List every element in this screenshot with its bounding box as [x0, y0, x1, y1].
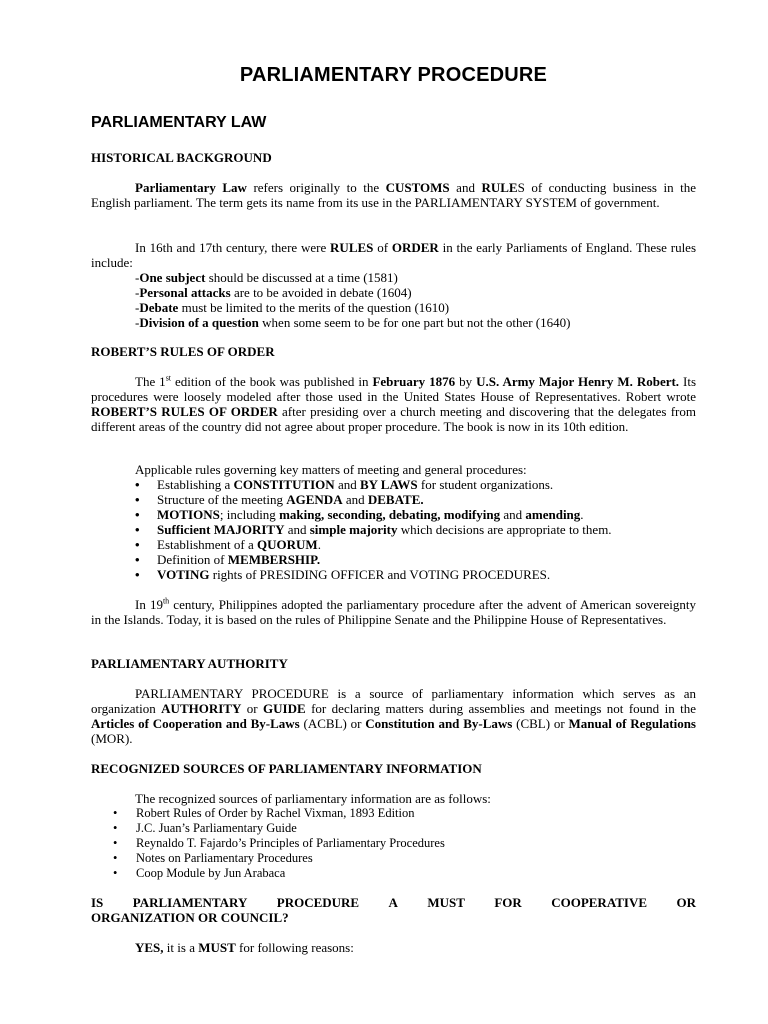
- source-item: • Robert Rules of Order by Rachel Vixman, 1893 Edition: [113, 806, 415, 820]
- question-word: COOPERATIVE: [551, 895, 648, 910]
- bullet-icon: •: [113, 821, 118, 835]
- sources-intro: The recognized sources of parliamentary information are as follows:: [135, 791, 491, 806]
- applicable-rules-intro: Applicable rules governing key matters of meeting and general procedures:: [135, 462, 527, 477]
- early-rule-item: -Debate must be limited to the merits of the question (1610): [135, 300, 450, 315]
- question-word: MUST: [427, 895, 465, 910]
- heading-historical-background: HISTORICAL BACKGROUND: [91, 150, 272, 165]
- bullet-icon: •: [135, 507, 140, 522]
- section-heading-parliamentary-law: PARLIAMENTARY LAW: [91, 114, 267, 131]
- paragraph-roberts-rules-history: The 1st edition of the book was published in February 1876 by U.S. Army Major Henry M. Robert. Its procedures were loosely modeled after those used in the United States House of Representatives. Robert wrote ROBERT’S RULES OF ORDER after presiding over a church meeting and discovering that the delegates from different areas of the country did not agree about proper procedure. The book is now in its 10th edition.: [91, 373, 697, 434]
- source-item: • J.C. Juan’s Parliamentary Guide: [113, 821, 297, 835]
- bullet-icon: •: [113, 851, 118, 865]
- paragraph-parliamentary-authority: PARLIAMENTARY PROCEDURE is a source of parliamentary information which serves as an organization AUTHORITY or GUIDE for declaring matters during assemblies and meetings not found in the Articles of Cooperation and By-Laws (ACBL) or Constitution and By-Laws (CBL) or Manual of Regulations (MOR).: [91, 686, 696, 746]
- source-item: • Coop Module by Jun Arabaca: [113, 866, 286, 880]
- source-item: • Notes on Parliamentary Procedures: [113, 851, 313, 865]
- applicable-rule-item: • Definition of MEMBERSHIP.: [135, 552, 321, 567]
- document-page: [91, 0, 696, 1024]
- paragraph-rules-of-order-history: In 16th and 17th century, there were RULES of ORDER in the early Parliaments of England. These rules include:: [91, 240, 697, 270]
- heading-recognized-sources: RECOGNIZED SOURCES OF PARLIAMENTARY INFORMATION: [91, 761, 482, 776]
- question-heading: [91, 895, 696, 925]
- question-line-1: [91, 895, 696, 910]
- bullet-icon: •: [135, 477, 140, 492]
- applicable-rules-list: [135, 477, 612, 582]
- applicable-rule-item: • Establishing a CONSTITUTION and BY LAWS for student organizations.: [135, 477, 554, 492]
- bullet-icon: •: [113, 806, 118, 820]
- question-word: IS: [91, 895, 104, 910]
- document-title: PARLIAMENTARY PROCEDURE: [239, 64, 548, 86]
- early-rule-item: -Personal attacks are to be avoided in debate (1604): [135, 285, 412, 300]
- bullet-icon: •: [135, 537, 140, 552]
- question-word: PROCEDURE: [276, 895, 360, 910]
- question-line-2: ORGANIZATION OR COUNCIL?: [91, 910, 289, 925]
- heading-roberts-rules: ROBERT’S RULES OF ORDER: [91, 344, 275, 359]
- paragraph-philippines-adoption: In 19th century, Philippines adopted the parliamentary procedure after the advent of American sovereignty in the Islands. Today, it is based on the rules of Philippine Senate and the Philippine House of Representatives.: [91, 596, 696, 627]
- source-item: • Reynaldo T. Fajardo’s Principles of Parliamentary Procedures: [113, 836, 445, 850]
- heading-parliamentary-authority: PARLIAMENTARY AUTHORITY: [91, 656, 288, 671]
- sources-list: [113, 806, 445, 881]
- bullet-icon: •: [113, 836, 118, 850]
- bullet-icon: •: [135, 522, 140, 537]
- question-word: PARLIAMENTARY: [132, 895, 248, 910]
- bullet-icon: •: [135, 492, 140, 507]
- question-word: A: [388, 895, 398, 910]
- applicable-rule-item: • MOTIONS; including making, seconding, debating, modifying and amending.: [135, 507, 584, 522]
- applicable-rule-item: • Structure of the meeting AGENDA and DEBATE.: [135, 492, 424, 507]
- applicable-rule-item: • Sufficient MAJORITY and simple majority which decisions are appropriate to them.: [135, 522, 612, 537]
- bullet-icon: •: [135, 567, 140, 582]
- early-rule-item: -Division of a question when some seem to be for one part but not the other (1640): [135, 315, 571, 330]
- early-rules-list: [135, 270, 570, 330]
- applicable-rule-item: • VOTING rights of PRESIDING OFFICER and VOTING PROCEDURES.: [135, 567, 551, 582]
- bullet-icon: •: [113, 866, 118, 880]
- question-word: OR: [676, 895, 696, 910]
- paragraph-parliamentary-law-definition: Parliamentary Law refers originally to the CUSTOMS and RULES of conducting business in the English parliament. The term gets its name from its use in the PARLIAMENTARY SYSTEM of government.: [91, 180, 696, 210]
- answer-paragraph: YES, it is a MUST for following reasons:: [135, 940, 354, 955]
- bullet-icon: •: [135, 552, 140, 567]
- applicable-rule-item: • Establishment of a QUORUM.: [135, 537, 321, 552]
- early-rule-item: -One subject should be discussed at a time (1581): [135, 270, 398, 285]
- question-word: FOR: [494, 895, 522, 910]
